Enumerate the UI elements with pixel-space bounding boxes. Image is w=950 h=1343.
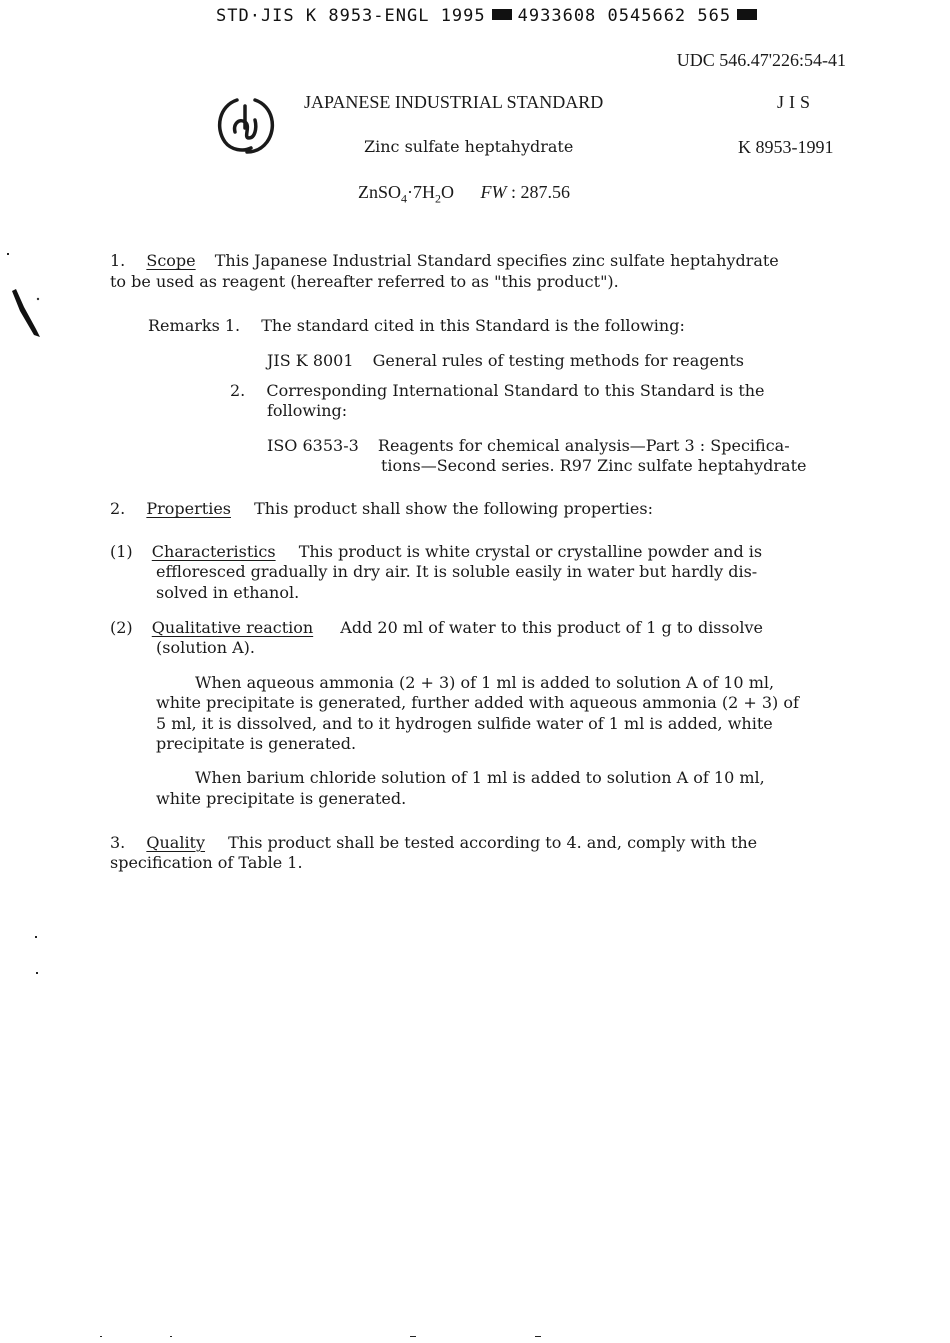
reaction-paragraph: white precipitate is generated, further added with aqueous ammonia (2 + 3) of	[156, 693, 799, 712]
reaction-paragraph: 5 ml, it is dissolved, and to it hydrogen sulfide water of 1 ml is added, white	[156, 714, 773, 733]
section-text: This product shall show the following properties:	[254, 499, 653, 518]
item-text: Add 20 ml of water to this product of 1 g to dissolve	[340, 618, 763, 637]
document-code-line	[216, 6, 763, 26]
standard-number: K 8953-1991	[738, 137, 834, 157]
item-heading: Qualitative reaction	[151, 618, 314, 637]
remark-2	[230, 381, 765, 402]
remark-number: 2.	[230, 381, 246, 400]
section-text: This Japanese Industrial Standard specifies zinc sulfate heptahydrate	[214, 251, 779, 270]
section-text: specification of Table 1.	[110, 853, 303, 872]
section-text: This product shall be tested according to 4. and, comply with the	[228, 833, 758, 852]
section-text: to be used as reagent (hereafter referred to as "this product").	[110, 271, 619, 291]
scan-mark-icon	[6, 285, 42, 341]
scan-speck	[410, 1336, 416, 1337]
item-number: (1)	[110, 542, 133, 561]
scan-speck	[170, 1336, 172, 1337]
item-text: effloresced gradually in dry air. It is soluble easily in water but hardly dis-	[156, 562, 758, 581]
remark-text: Corresponding International Standard to this Standard is the	[266, 381, 765, 400]
remarks-label: Remarks	[148, 316, 220, 335]
remarks-block	[148, 316, 685, 337]
scan-speck	[100, 1336, 102, 1337]
reaction-paragraph: white precipitate is generated.	[156, 789, 407, 808]
reaction-paragraph: When aqueous ammonia (2 + 3) of 1 ml is added to solution A of 10 ml,	[195, 673, 775, 692]
cited-standard-code: JIS K 8001	[267, 351, 354, 370]
scan-speck	[36, 972, 38, 974]
section-number: 2.	[110, 499, 126, 518]
reaction-paragraph: precipitate is generated.	[156, 734, 357, 753]
remark-text: following:	[267, 401, 348, 420]
section-scope	[110, 251, 850, 292]
code-line-left: STD·JIS K 8953-ENGL 1995	[216, 6, 486, 26]
property-characteristics	[110, 542, 762, 563]
section-properties	[110, 499, 653, 520]
document-subject: Zinc sulfate heptahydrate	[364, 137, 574, 156]
iso-standard	[267, 436, 790, 457]
section-heading: Scope	[146, 251, 196, 270]
jis-mark: JIS	[777, 92, 816, 112]
cited-standard	[267, 351, 744, 372]
standard-title: JAPANESE INDUSTRIAL STANDARD	[304, 92, 604, 112]
reaction-paragraph: When barium chloride solution of 1 ml is added to solution A of 10 ml,	[195, 768, 765, 787]
item-heading: Characteristics	[151, 542, 276, 561]
item-text: solved in ethanol.	[156, 583, 300, 602]
redaction-block	[492, 9, 512, 20]
section-number: 1.	[110, 251, 126, 270]
remark-number: 1.	[224, 316, 241, 335]
section-quality	[110, 833, 757, 854]
cited-standard-title: General rules of testing methods for reagents	[372, 351, 744, 370]
formula-weight: FW : 287.56	[480, 182, 571, 202]
scan-speck	[535, 1336, 541, 1337]
item-text: This product is white crystal or crystalline powder and is	[298, 542, 763, 561]
jis-logo-icon	[213, 94, 279, 156]
section-heading: Properties	[146, 499, 231, 518]
iso-standard-title: tions—Second series. R97 Zinc sulfate heptahydrate	[381, 456, 807, 475]
scan-speck	[7, 253, 9, 255]
redaction-block	[737, 9, 757, 20]
udc-number: UDC 546.47'226:54-41	[676, 50, 846, 70]
section-number: 3.	[110, 833, 126, 852]
property-qualitative-reaction	[110, 618, 763, 639]
iso-standard-title: Reagents for chemical analysis—Part 3 : Specifica-	[377, 436, 790, 455]
code-line-right: 4933608 0545662 565	[517, 6, 732, 26]
item-number: (2)	[110, 618, 133, 637]
remark-text: The standard cited in this Standard is the following:	[261, 316, 685, 335]
section-heading: Quality	[146, 833, 206, 852]
iso-standard-code: ISO 6353-3	[267, 436, 359, 455]
item-text: (solution A).	[156, 638, 255, 657]
scan-speck	[35, 936, 37, 938]
chemical-formula: $ZnSO_4\cdot 7H_2O$ FW : 287.56	[358, 182, 571, 206]
